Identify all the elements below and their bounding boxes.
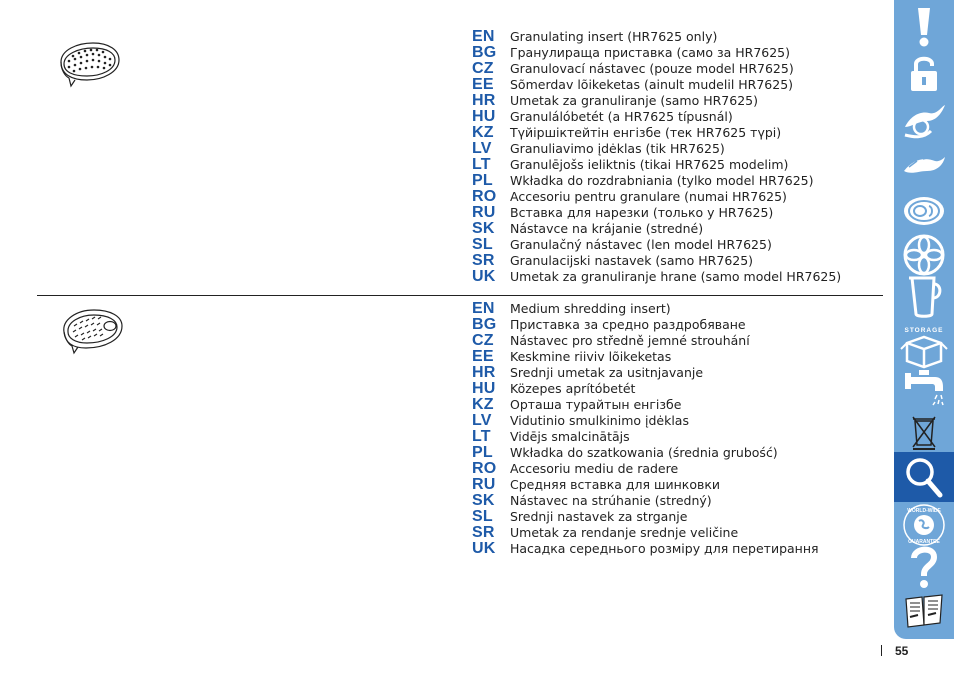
question-icon bbox=[904, 544, 944, 590]
svg-text:WORLD-WIDE: WORLD-WIDE bbox=[907, 508, 941, 514]
language-list-shredding bbox=[472, 301, 819, 557]
list-item bbox=[472, 109, 841, 125]
list-item bbox=[472, 365, 819, 381]
translation-text: Гранулираща приставка (само за HR7625) bbox=[510, 45, 791, 60]
translation-text: Umetak za granuliranje hrane (samo model HR7625) bbox=[510, 269, 842, 284]
lang-code: EE bbox=[472, 76, 494, 93]
translation-text: Sõmerdav lõikeketas (ainult mudelil HR7625) bbox=[510, 77, 794, 92]
translation-text: Granulacijski nastavek (samo HR7625) bbox=[510, 253, 754, 268]
exclamation-icon bbox=[904, 5, 944, 49]
tab-storage[interactable] bbox=[894, 320, 954, 370]
translation-text: Wkładka do rozdrabniania (tylko model HR7625) bbox=[510, 173, 814, 188]
lang-code: LT bbox=[472, 428, 491, 445]
lang-code: PL bbox=[472, 172, 493, 189]
list-item bbox=[472, 397, 819, 413]
list-item bbox=[472, 173, 841, 189]
translation-text: Орташа турайтын енгізбе bbox=[510, 397, 682, 412]
translation-text: Umetak za granuliranje (samo HR7625) bbox=[510, 93, 758, 108]
lang-code: UK bbox=[472, 268, 496, 285]
svg-text:STORAGE: STORAGE bbox=[904, 327, 944, 334]
list-item bbox=[472, 141, 841, 157]
list-item bbox=[472, 29, 841, 45]
tab-environment[interactable] bbox=[894, 406, 954, 456]
storage-box-icon bbox=[899, 321, 949, 369]
translation-text: Nástavce na krájanie (stredné) bbox=[510, 221, 704, 236]
list-item bbox=[472, 189, 841, 205]
tab-important[interactable] bbox=[894, 2, 954, 52]
lang-code: KZ bbox=[472, 396, 494, 413]
translation-text: Srednji nastavek za strganje bbox=[510, 509, 688, 524]
list-item bbox=[472, 381, 819, 397]
blade-icon bbox=[901, 99, 947, 143]
list-item bbox=[472, 301, 819, 317]
translation-text: Medium shredding insert) bbox=[510, 301, 671, 316]
list-item bbox=[472, 253, 841, 269]
language-list-granulating bbox=[472, 29, 841, 285]
translation-text: Keskmine riiviv lõikeketas bbox=[510, 349, 672, 364]
translation-text: Түйіршіктейтін енгізбе (тек HR7625 түрі) bbox=[510, 125, 782, 140]
disc-icon bbox=[901, 191, 947, 231]
list-item bbox=[472, 413, 819, 429]
translation-text: Umetak za rendanje srednje veličine bbox=[510, 525, 739, 540]
list-item bbox=[472, 269, 841, 285]
list-item bbox=[472, 461, 819, 477]
list-item bbox=[472, 125, 841, 141]
translation-text: Приставка за средно раздробяване bbox=[510, 317, 746, 332]
lang-code: RU bbox=[472, 204, 496, 221]
lang-code: SR bbox=[472, 524, 495, 541]
list-item bbox=[472, 349, 819, 365]
page-number: 55 bbox=[895, 644, 909, 658]
list-item bbox=[472, 493, 819, 509]
list-item bbox=[472, 205, 841, 221]
translation-text: Közepes aprítóbetét bbox=[510, 381, 636, 396]
translation-text: Srednji umetak za usitnjavanje bbox=[510, 365, 704, 380]
lang-code: EN bbox=[472, 28, 495, 45]
list-item bbox=[472, 221, 841, 237]
lang-code: RU bbox=[472, 476, 496, 493]
translation-text: Вставка для нарезки (только у HR7625) bbox=[510, 205, 774, 220]
list-item bbox=[472, 445, 819, 461]
tab-blade[interactable] bbox=[894, 96, 954, 146]
lang-code: LV bbox=[472, 140, 492, 157]
translation-text: Granulačný nástavec (len model HR7625) bbox=[510, 237, 772, 252]
lang-code: EE bbox=[472, 348, 494, 365]
lang-code: CZ bbox=[472, 332, 494, 349]
list-item bbox=[472, 525, 819, 541]
translation-text: Granuliavimo įdėklas (tik HR7625) bbox=[510, 141, 725, 156]
list-item bbox=[472, 77, 841, 93]
translation-text: Nástavec na strúhanie (stredný) bbox=[510, 493, 712, 508]
lang-code: BG bbox=[472, 44, 497, 61]
lang-code: LT bbox=[472, 156, 491, 173]
tap-icon bbox=[901, 367, 947, 411]
list-item bbox=[472, 541, 819, 557]
lang-code: SR bbox=[472, 252, 495, 269]
translation-text: Granulálóbetét (a HR7625 típusnál) bbox=[510, 109, 733, 124]
list-item bbox=[472, 45, 841, 61]
whisk-blade-icon bbox=[901, 145, 947, 185]
magnifier-icon bbox=[902, 455, 946, 499]
lang-code: RO bbox=[472, 188, 497, 205]
list-item bbox=[472, 237, 841, 253]
lang-code: RO bbox=[472, 460, 497, 477]
list-item bbox=[472, 317, 819, 333]
tab-recipes[interactable] bbox=[894, 586, 954, 636]
lang-code: HR bbox=[472, 364, 496, 381]
translation-text: Granulovací nástavec (pouze model HR7625) bbox=[510, 61, 794, 76]
book-icon bbox=[902, 591, 946, 631]
tab-safety-lock[interactable] bbox=[894, 48, 954, 98]
translation-text: Vidutinio smulkinimo įdėklas bbox=[510, 413, 689, 428]
svg-text:GUARANTEE: GUARANTEE bbox=[908, 539, 940, 545]
translation-text: Accesoriu pentru granulare (numai HR7625) bbox=[510, 189, 787, 204]
shredding-insert-illustration bbox=[58, 306, 126, 356]
jug-icon bbox=[904, 274, 944, 320]
translation-text: Accesoriu mediu de radere bbox=[510, 461, 679, 476]
chapter-sidebar bbox=[894, 0, 954, 639]
translation-text: Granulating insert (HR7625 only) bbox=[510, 29, 718, 44]
lang-code: HU bbox=[472, 108, 496, 125]
lang-code: SK bbox=[472, 220, 495, 237]
tab-jug[interactable] bbox=[894, 272, 954, 322]
list-item bbox=[472, 93, 841, 109]
lang-code: HU bbox=[472, 380, 496, 397]
translation-text: Средняя вставка для шинковки bbox=[510, 477, 721, 492]
lang-code: KZ bbox=[472, 124, 494, 141]
list-item bbox=[472, 61, 841, 77]
list-item bbox=[472, 157, 841, 173]
translation-text: Granulējošs ieliktnis (tikai HR7625 modelim) bbox=[510, 157, 789, 172]
tab-troubleshooting[interactable] bbox=[894, 452, 954, 502]
list-item bbox=[472, 509, 819, 525]
lang-code: SL bbox=[472, 236, 493, 253]
list-item bbox=[472, 477, 819, 493]
page-number-separator bbox=[881, 645, 882, 656]
list-item bbox=[472, 333, 819, 349]
translation-text: Wkładka do szatkowania (średnia grubość) bbox=[510, 445, 778, 460]
lang-code: SL bbox=[472, 508, 493, 525]
granulating-insert-illustration bbox=[55, 40, 123, 90]
lang-code: LV bbox=[472, 412, 492, 429]
tab-disc[interactable] bbox=[894, 186, 954, 236]
padlock-icon bbox=[904, 51, 944, 95]
lang-code: SK bbox=[472, 492, 495, 509]
section-divider bbox=[37, 295, 883, 296]
lang-code: UK bbox=[472, 540, 496, 557]
lang-code: BG bbox=[472, 316, 497, 333]
translation-text: Nástavec pro středně jemné strouhání bbox=[510, 333, 750, 348]
fan-disc-icon bbox=[902, 233, 946, 277]
lang-code: EN bbox=[472, 300, 495, 317]
tab-questions[interactable] bbox=[894, 542, 954, 592]
list-item bbox=[472, 429, 819, 445]
recycle-bin-icon bbox=[909, 411, 939, 451]
lang-code: PL bbox=[472, 444, 493, 461]
tab-mixing-blade[interactable] bbox=[894, 140, 954, 190]
translation-text: Vidējs smalcinātājs bbox=[510, 429, 630, 444]
lang-code: HR bbox=[472, 92, 496, 109]
lang-code: CZ bbox=[472, 60, 494, 77]
translation-text: Насадка середнього розміру для перетирання bbox=[510, 541, 819, 556]
